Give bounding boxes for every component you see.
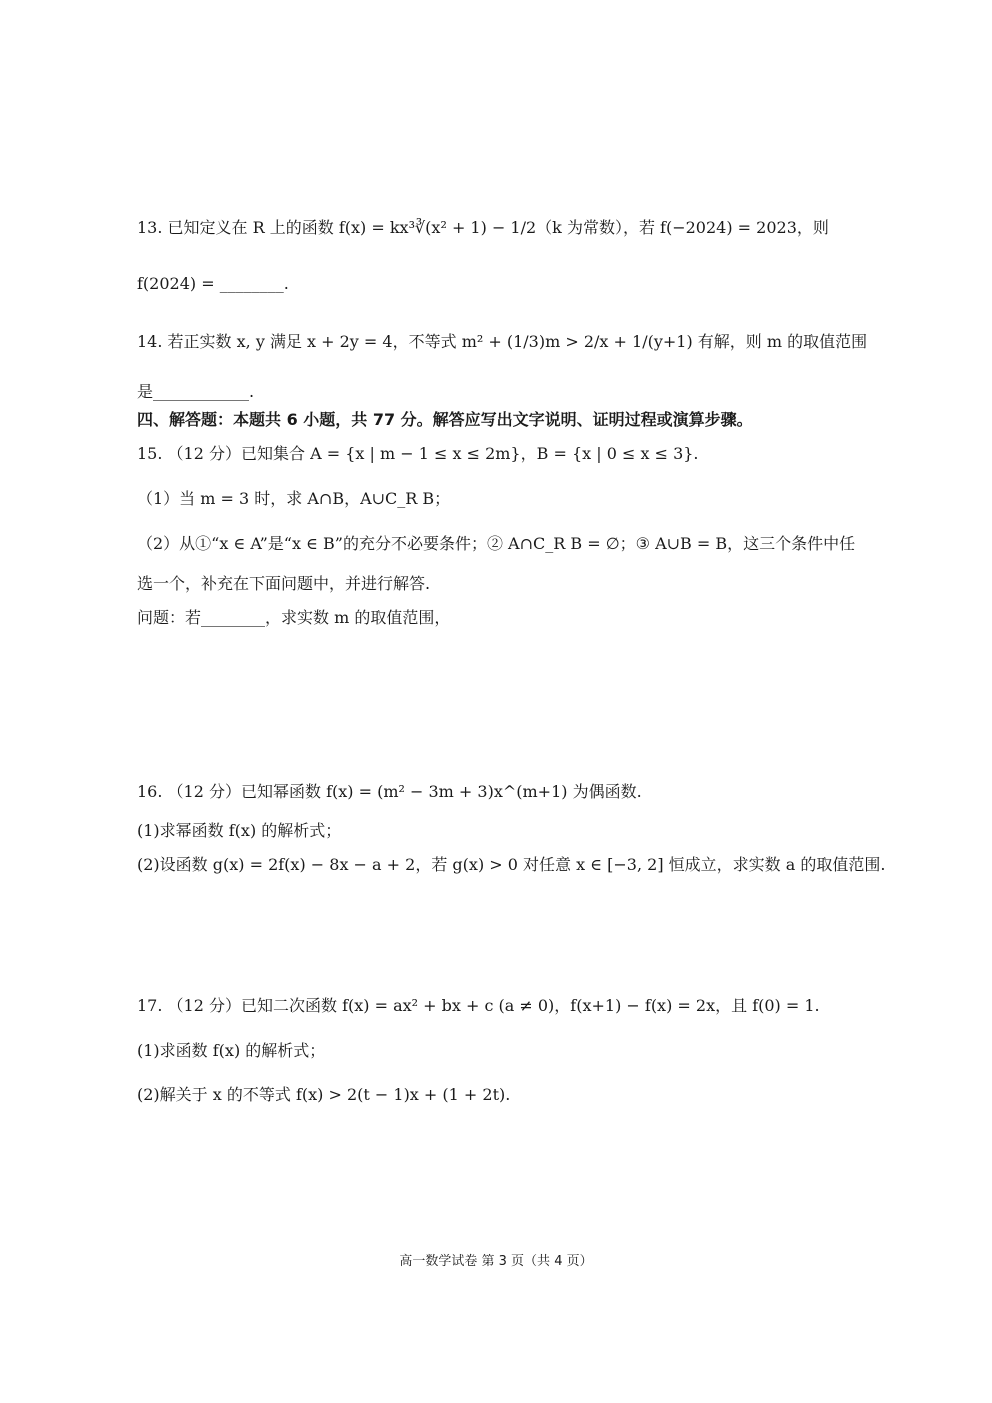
- q15-line5: 问题：若________，求实数 m 的取值范围，: [137, 608, 451, 627]
- q14-line2: 是____________.: [137, 382, 255, 401]
- q17-line3: (2)解关于 x 的不等式 f(x) > 2(t − 1)x + (1 + 2t).: [137, 1085, 511, 1104]
- q14-line1: 14. 若正实数 x, y 满足 x + 2y = 4，不等式 m² + (1/3)m > 2/x + 1/(y+1) 有解，则 m 的取值范围: [137, 332, 868, 351]
- q15-line4: 选一个，补充在下面问题中，并进行解答.: [137, 574, 431, 593]
- q13-line2: f(2024) = ________.: [137, 274, 289, 293]
- q13-line1: 13. 已知定义在 R 上的函数 f(x) = kx³∛(x² + 1) − 1/2（k 为常数），若 f(−2024) = 2023，则: [137, 218, 829, 237]
- page-footer: 高一数学试卷 第 3 页（共 4 页）: [399, 1254, 593, 1269]
- q16-line3: (2)设函数 g(x) = 2f(x) − 8x − a + 2，若 g(x) > 0 对任意 x ∈ [−3, 2] 恒成立，求实数 a 的取值范围.: [137, 855, 886, 874]
- q15-line1: 15. （12 分）已知集合 A = {x | m − 1 ≤ x ≤ 2m}，B = {x | 0 ≤ x ≤ 3}.: [137, 444, 699, 463]
- q16-line1: 16. （12 分）已知幂函数 f(x) = (m² − 3m + 3)x^(m+1) 为偶函数.: [137, 782, 642, 801]
- q15-line2: （1）当 m = 3 时，求 A∩B，A∪C_R B；: [137, 489, 451, 508]
- section-heading: 四、解答题：本题共 6 小题，共 77 分。解答应写出文字说明、证明过程或演算步骤。: [137, 410, 753, 429]
- q17-line1: 17. （12 分）已知二次函数 f(x) = ax² + bx + c (a ≠ 0)，f(x+1) − f(x) = 2x，且 f(0) = 1.: [137, 996, 820, 1015]
- q17-line2: (1)求函数 f(x) 的解析式；: [137, 1041, 326, 1060]
- q15-line3: （2）从①“x ∈ A”是“x ∈ B”的充分不必要条件；② A∩C_R B = ∅；③ A∪B = B，这三个条件中任: [137, 534, 856, 553]
- q16-line2: (1)求幂函数 f(x) 的解析式；: [137, 821, 342, 840]
